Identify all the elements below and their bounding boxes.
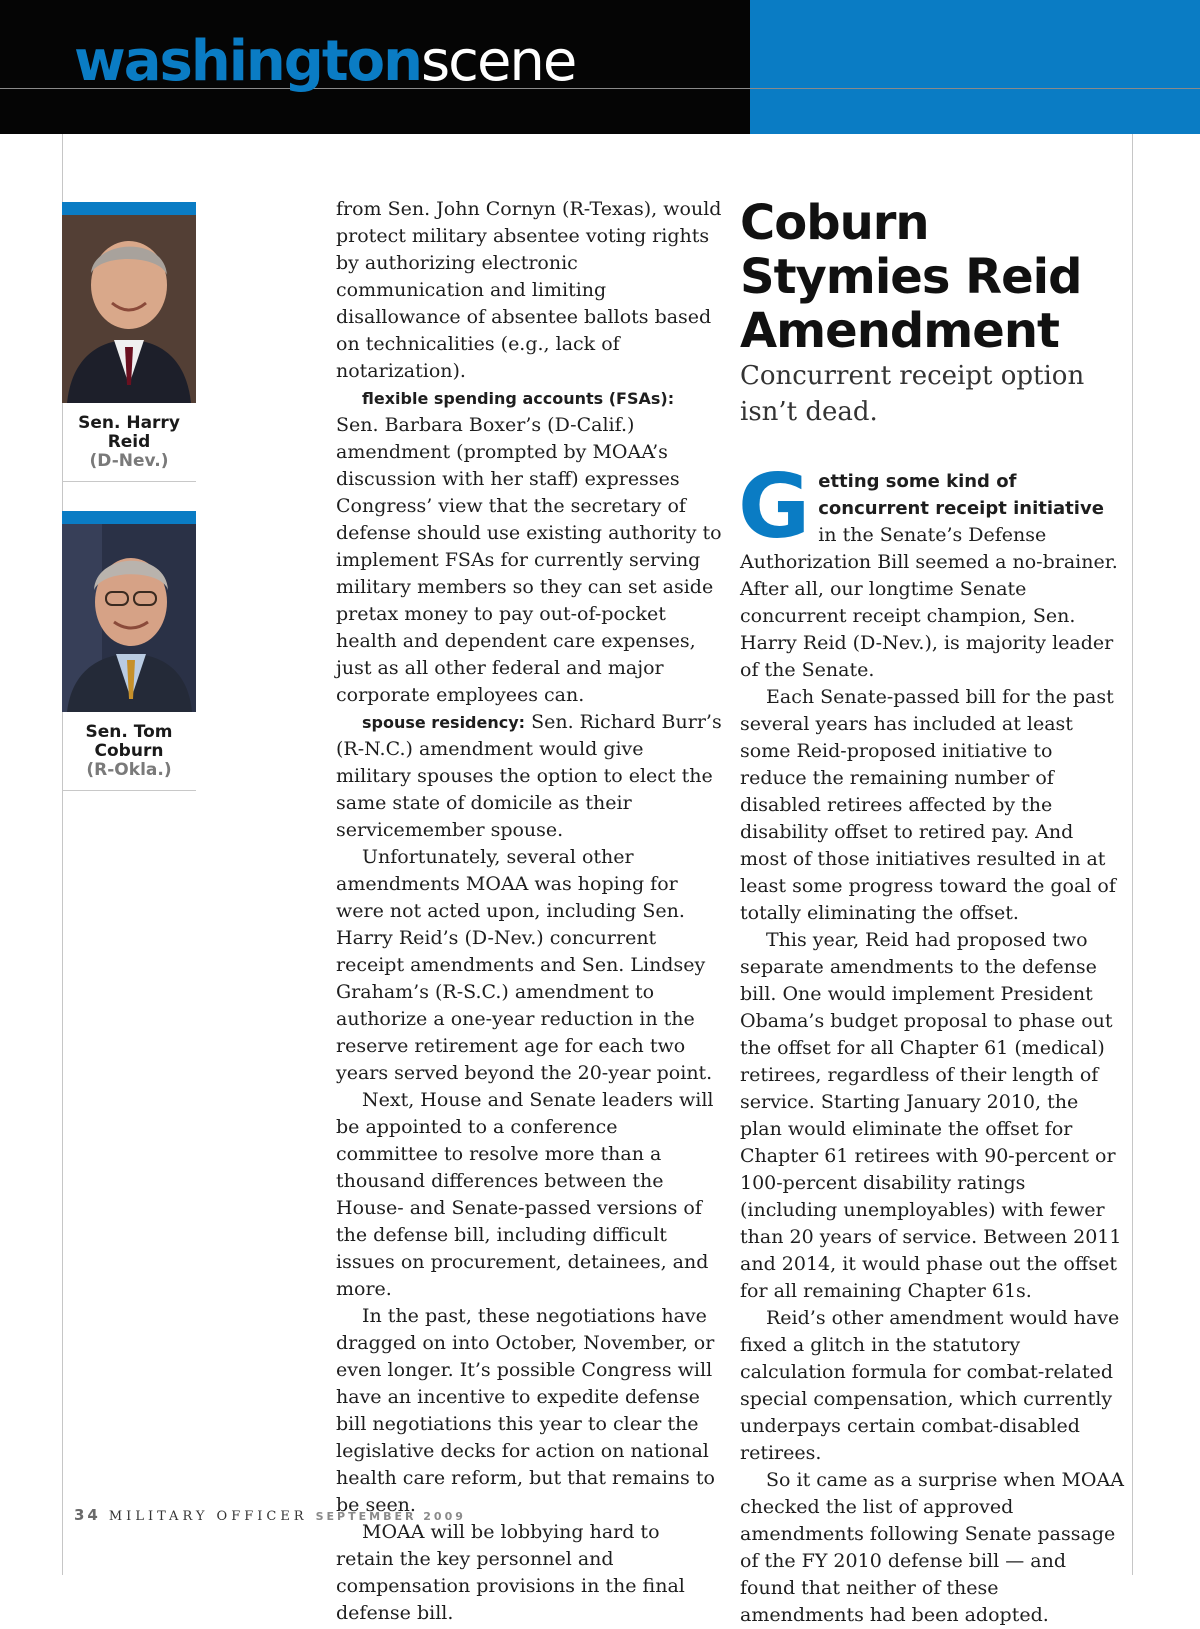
paragraph: Next, House and Senate leaders will be appointed to a conference committee to resolve more than a thousand differences between the House- and Senate-passed versions of the defense bill, including difficult issues on procurement, detainees, and more.: [336, 1089, 714, 1300]
page-footer: [74, 1505, 466, 1524]
article-lead-paragraph: [738, 455, 1124, 684]
photo-caption-coburn: [62, 712, 196, 791]
article-column: [740, 196, 1124, 1629]
portrait-coburn: [62, 524, 196, 712]
photo-card-reid: [62, 202, 196, 482]
paragraph-text: in the Senate’s Defense Authorization Bill seemed a no-brainer. After all, our longtime Senate concurrent receipt champion, Sen. Harry Reid (D-Nev.), is majority leader of the Senate.: [740, 524, 1118, 681]
photo-accent-bar: [62, 202, 196, 215]
paragraph: This year, Reid had proposed two separate amendments to the defense bill. One would implement President Obama’s budget proposal to phase out the offset for all Chapter 61 (medical) retirees, regardless of their length of service. Starting January 2010, the plan would eliminate the offset for Chapter 61 retirees with 90-percent or 100-percent disability ratings (including unemployables) with fewer than 20 years of service. Between 2011 and 2014, it would phase out the offset for all remaining Chapter 61s.: [740, 929, 1122, 1302]
section-title-bold: washington: [74, 29, 421, 94]
header-blue-band: [750, 0, 1200, 134]
drop-cap: G: [738, 455, 811, 558]
lead-in-label: flexible spending accounts (FSAs):: [362, 389, 675, 408]
caption-party: (R-Okla.): [86, 760, 172, 780]
paragraph-text: Sen. Richard Burr’s (R-N.C.) amendment would give military spouses the option to elect the same state of domicile as their servicemember spouse.: [336, 711, 722, 841]
continued-text-column: [336, 196, 722, 1627]
paragraph: In the past, these negotiations have dragged on into October, November, or even longer. It’s possible Congress will have an incentive to expedite defense bill negotiations this year to clear the legislative decks for action on national health care reform, but that remains to be seen.: [336, 1305, 715, 1516]
portrait-coburn-image: [62, 524, 196, 712]
page-number: 34: [74, 1506, 101, 1524]
article-headline: Coburn Stymies Reid Amendment: [740, 195, 1082, 359]
caption-name: Sen. Harry Reid: [78, 413, 180, 452]
paragraph: Each Senate-passed bill for the past several years has included at least some Reid-proposed initiative to reduce the remaining number of disabled retirees affected by the disability offset to retired pay. And most of those initiatives resulted in at least some progress toward the goal of totally eliminating the offset.: [740, 686, 1116, 924]
portrait-reid: [62, 215, 196, 403]
paragraph-text: Sen. Barbara Boxer’s (D-Calif.) amendment (prompted by MOAA’s discussion with her staff) expresses Congress’ view that the secretary of defense should use existing authority to implement FSAs for currently serving military members so they can set aside pretax money to pay out-of-pocket health and dependent care expenses, just as all other federal and major corporate employees can.: [336, 414, 722, 706]
paragraph: Reid’s other amendment would have fixed a glitch in the statutory calculation formula for combat-related special compensation, which currently underpays certain combat-disabled retirees.: [740, 1307, 1120, 1464]
paragraph-spouse-residency: [336, 709, 722, 844]
paragraph-fsa: [336, 385, 722, 709]
photo-caption-reid: [62, 403, 196, 482]
lead-in-label: spouse residency:: [362, 713, 526, 732]
lead-bold-text: etting some kind of concurrent receipt initiative: [818, 471, 1104, 519]
paragraph: from Sen. John Cornyn (R-Texas), would protect military absentee voting rights by authorizing electronic communication and limiting disallowance of absentee ballots based on technicalities (e.g., lack of notarization).: [336, 198, 722, 382]
right-border-line: [1132, 134, 1133, 1575]
section-title-light: scene: [420, 29, 576, 94]
paragraph: Unfortunately, several other amendments MOAA was hoping for were not acted upon, including Sen. Harry Reid’s (D-Nev.) concurrent receipt amendments and Sen. Lindsey Graham’s (R-S.C.) amendment to authorize a one-year reduction in the reserve retirement age for each two years served beyond the 20-year point.: [336, 846, 713, 1084]
photo-card-coburn: [62, 511, 196, 791]
paragraph: So it came as a surprise when MOAA checked the list of approved amendments following Senate passage of the FY 2010 defense bill — and found that neither of these amendments had been adopted.: [740, 1469, 1124, 1626]
article-dek: Concurrent receipt option isn’t dead.: [740, 361, 1085, 427]
photo-accent-bar: [62, 511, 196, 524]
issue-date: SEPTEMBER 2009: [315, 1510, 466, 1523]
caption-party: (D-Nev.): [89, 451, 169, 471]
portrait-reid-image: [62, 215, 196, 403]
paragraph: MOAA will be lobbying hard to retain the key personnel and compensation provisions in the final defense bill.: [336, 1521, 685, 1624]
section-title: [74, 29, 576, 94]
magazine-name: MILITARY OFFICER: [108, 1509, 308, 1524]
caption-name: Sen. Tom Coburn: [85, 722, 173, 761]
